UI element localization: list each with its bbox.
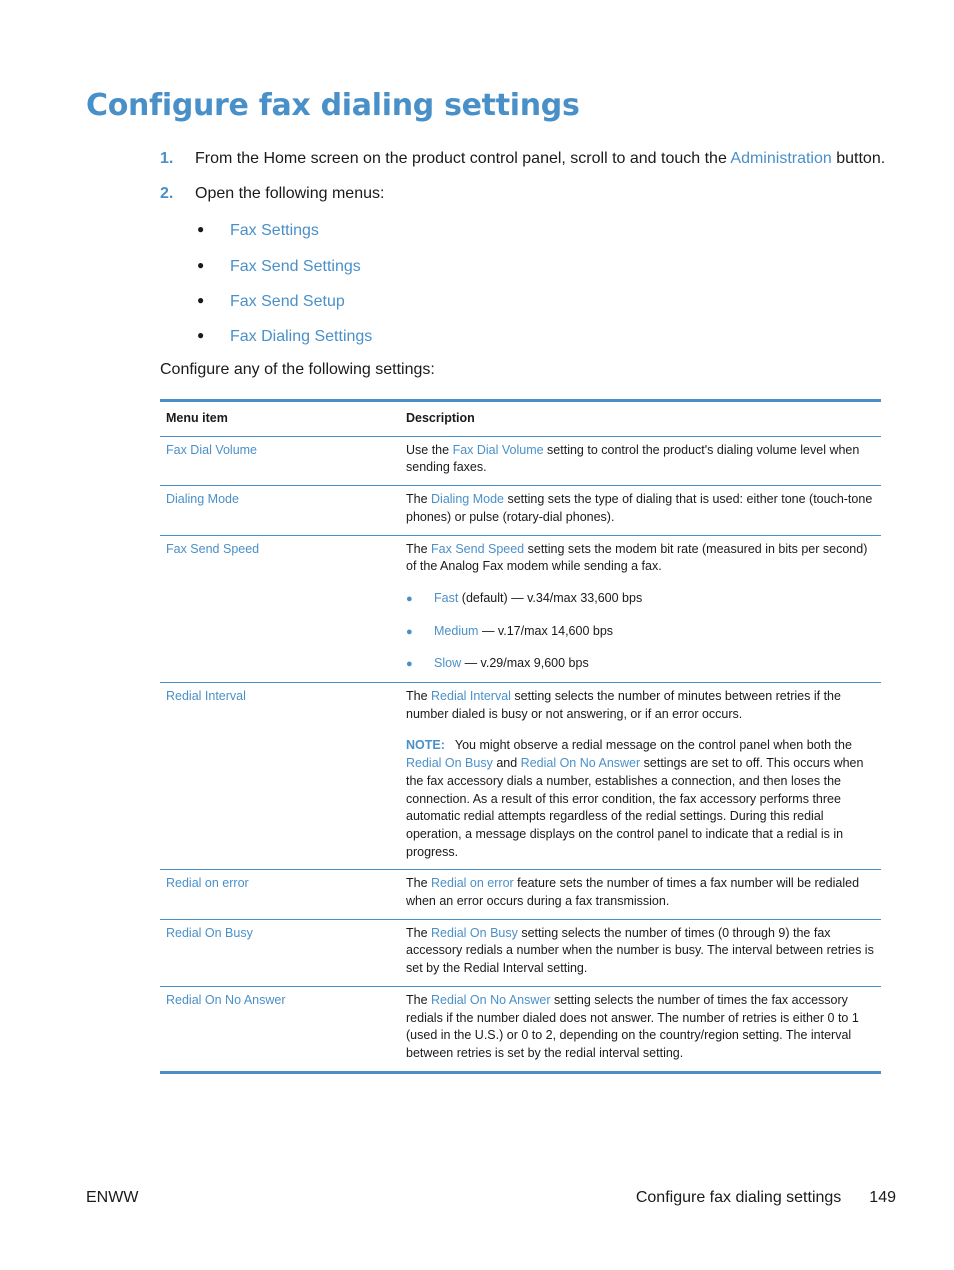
table-row [160, 986, 881, 1072]
table-row [160, 486, 881, 535]
page-title: Configure fax dialing settings [86, 88, 580, 123]
menu-link[interactable]: Fax Send Setup [230, 293, 345, 310]
description-cell: The Redial on error feature sets the number of times a fax number will be redialed when an error occurs during a fax transmission. [400, 870, 881, 919]
setting-ref: Redial Interval [431, 689, 511, 704]
menu-item-cell: Redial On No Answer [166, 992, 286, 1007]
step-2 [160, 184, 384, 204]
table-row [160, 870, 881, 919]
description-cell: The Redial Interval setting selects the number of minutes between retries if the number dialed is busy or not answering, or if an error occurs. NOTE: You might observe a redial message on the control panel when both the Redial On Busy and Redial On No Answer settings are set to off. This occurs when the fax accessory dials a number, establishes a connection, and then loses the connection. As a result of this error condition, the fax accessory performs three automatic redial attempts regardless of the redial settings. During this redial operation, a message displays on the control panel to indicate that a redial is in progress. [400, 683, 881, 870]
bullet-icon: ● [406, 625, 413, 638]
step-text-end: button. [831, 150, 886, 167]
settings-table [160, 399, 881, 1074]
step-number: 1. [160, 150, 174, 167]
administration-link[interactable]: Administration [730, 150, 832, 167]
footer-enww: ENWW [86, 1189, 139, 1206]
setting-ref: Redial On Busy [431, 925, 518, 940]
setting-ref: Redial On No Answer [431, 992, 551, 1007]
bullet-icon: ● [197, 222, 205, 236]
footer-section-title: Configure fax dialing settings [635, 1189, 842, 1206]
step-number: 2. [160, 185, 174, 202]
menu-link[interactable]: Fax Dialing Settings [230, 328, 373, 345]
description-cell: The Fax Send Speed setting sets the modem bit rate (measured in bits per second) of the Analog Fax modem while sending a fax. ● Fast (default) — v.34/max 33,600 bps ● Medium — v.17/max 14,600 bps ● Slow — v.29/max 9,600 bps [400, 535, 881, 683]
setting-ref: Fax Send Speed [431, 541, 525, 556]
table-row [160, 919, 881, 986]
setting-ref: Redial on error [431, 876, 514, 891]
menu-item-fax-settings [197, 219, 319, 241]
table-row [160, 535, 881, 683]
footer-section [636, 1188, 896, 1208]
step-1 [160, 149, 885, 169]
menu-item-cell: Fax Dial Volume [160, 436, 400, 485]
bullet-icon: ● [197, 328, 205, 342]
menu-item-cell: Redial Interval [160, 683, 400, 870]
description-cell: The Redial On No Answer setting selects the number of times the fax accessory redials if the number dialed does not answer. The number of retries is either 0 to 1 (used in the U.S.) or 0 to 2, depending on the country/region setting. The interval between retries is set by the redial interval setting. [406, 992, 859, 1060]
list-item: ● Medium — v.17/max 14,600 bps [406, 623, 875, 642]
description-cell: Use the Fax Dial Volume setting to control the product's dialing volume level when sending faxes. [400, 436, 881, 485]
step-text: Open the following menus: [195, 185, 385, 202]
table-row [160, 683, 881, 870]
menu-item-cell: Fax Send Speed [160, 535, 400, 683]
table-header-row [160, 401, 881, 437]
note-label: NOTE: [406, 738, 445, 753]
table-row [160, 436, 881, 485]
description-cell: The Dialing Mode setting sets the type of dialing that is used: either tone (touch-tone phones) or pulse (rotary-dial phones). [400, 486, 881, 535]
menu-item-cell: Redial On Busy [160, 919, 400, 986]
setting-ref: Redial On Busy [406, 756, 493, 771]
column-header-menu-item: Menu item [160, 401, 400, 437]
speed-options [406, 590, 875, 674]
setting-ref: Dialing Mode [431, 492, 504, 507]
bullet-icon: ● [197, 258, 205, 272]
bullet-icon: ● [406, 658, 413, 671]
menu-item-fax-send-setup [197, 290, 345, 312]
bullet-icon: ● [406, 592, 413, 605]
bullet-icon: ● [197, 293, 205, 307]
table-intro: Configure any of the following settings: [160, 361, 435, 378]
list-item: ● Fast (default) — v.34/max 33,600 bps [406, 590, 875, 609]
step-text: From the Home screen on the product control panel, scroll to and touch the [195, 150, 731, 167]
speed-fast: Fast [434, 590, 459, 605]
speed-medium: Medium [434, 623, 479, 638]
list-item: ● Slow — v.29/max 9,600 bps [406, 655, 875, 674]
menu-link[interactable]: Fax Settings [230, 222, 319, 239]
setting-ref: Fax Dial Volume [452, 442, 544, 457]
speed-slow: Slow [434, 656, 462, 671]
menu-item-cell: Dialing Mode [160, 486, 400, 535]
note: NOTE: You might observe a redial message on the control panel when both the Redial On Busy and Redial On No Answer settings are set to off. This occurs when the fax accessory dials a number, establishes a connection, and then loses the connection. As a result of this error condition, the fax accessory performs three automatic redial attempts regardless of the redial settings. During this redial operation, a message displays on the control panel to indicate that a redial is in progress. [406, 738, 864, 859]
menu-item-fax-send-settings [197, 255, 361, 277]
column-header-description: Description [400, 401, 881, 437]
description-cell: The Redial On Busy setting selects the number of times (0 through 9) the fax accessory redials a number when the number is busy. The interval between retries is set by the Redial Interval setting. [400, 919, 881, 986]
setting-ref: Redial On No Answer [520, 756, 641, 771]
menu-item-fax-dialing-settings [197, 325, 372, 347]
menu-item-cell: Redial on error [160, 870, 400, 919]
page-number: 149 [869, 1189, 896, 1206]
menu-link[interactable]: Fax Send Settings [230, 258, 361, 275]
